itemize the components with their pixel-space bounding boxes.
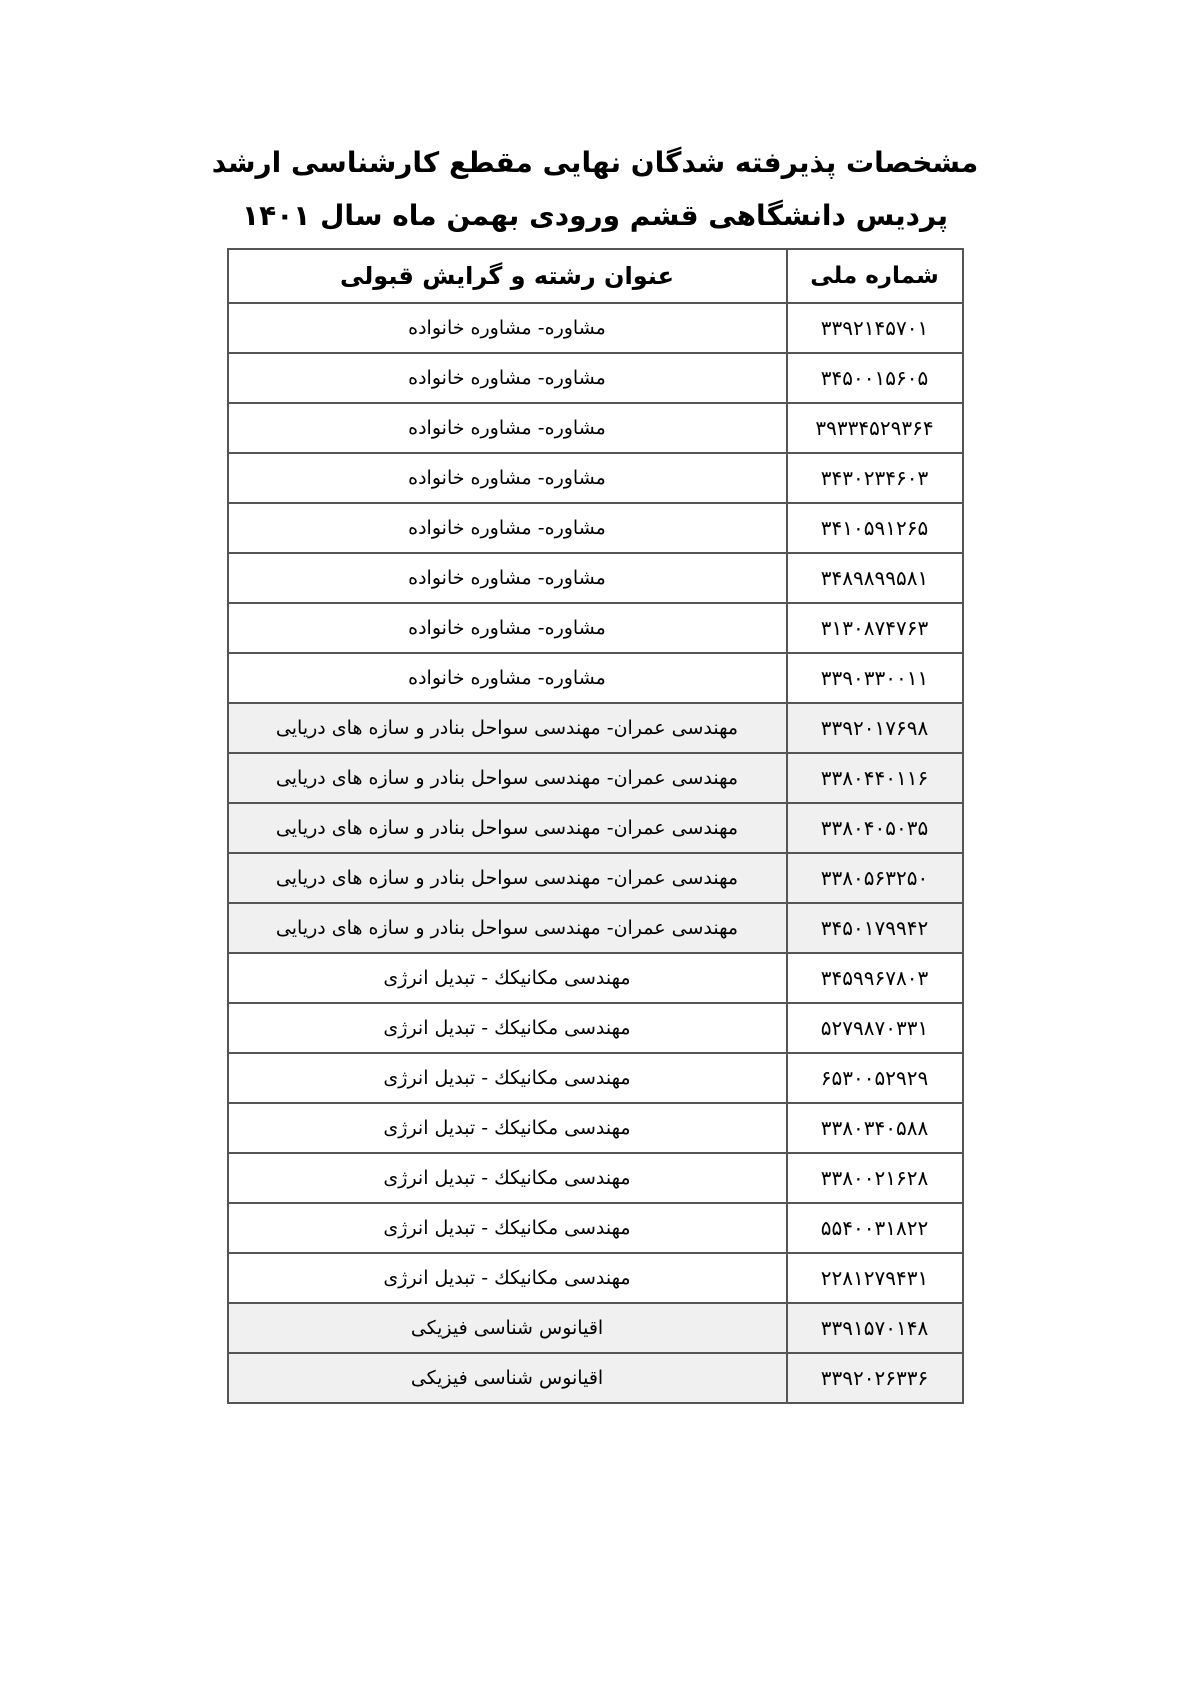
- table-header-row: [228, 249, 963, 303]
- national-id-cell: ۳۳۸۰۵۶۳۲۵۰: [787, 853, 963, 903]
- table-row: [228, 1203, 963, 1253]
- table-row: [228, 503, 963, 553]
- program-cell: مشاوره- مشاوره خانواده: [228, 453, 787, 503]
- program-cell: مهندسی عمران- مهندسی سواحل بنادر و سازه های دریایی: [228, 903, 787, 953]
- national-id-cell: ۳۴۳۰۲۳۴۶۰۳: [787, 453, 963, 503]
- national-id-cell: ۵۲۷۹۸۷۰۳۳۱: [787, 1003, 963, 1053]
- table-row: [228, 1003, 963, 1053]
- national-id-cell: ۳۳۸۰۴۴۰۱۱۶: [787, 753, 963, 803]
- table-row: [228, 403, 963, 453]
- program-cell: مهندسی مکانیکك - تبدیل انرژی: [228, 1153, 787, 1203]
- national-id-cell: ۳۴۵۰۱۷۹۹۴۲: [787, 903, 963, 953]
- table-row: [228, 1053, 963, 1103]
- program-cell: مهندسی عمران- مهندسی سواحل بنادر و سازه های دریایی: [228, 853, 787, 903]
- national-id-cell: ۳۴۱۰۵۹۱۲۶۵: [787, 503, 963, 553]
- national-id-cell: ۳۹۳۳۴۵۲۹۳۶۴: [787, 403, 963, 453]
- program-cell: مهندسی عمران- مهندسی سواحل بنادر و سازه های دریایی: [228, 703, 787, 753]
- program-cell: مهندسی مکانیکك - تبدیل انرژی: [228, 1253, 787, 1303]
- national-id-cell: ۳۳۹۰۳۳۰۰۱۱: [787, 653, 963, 703]
- table-row: [228, 953, 963, 1003]
- program-cell: مشاوره- مشاوره خانواده: [228, 303, 787, 353]
- table-row: [228, 653, 963, 703]
- doc-title-line-2: پردیس دانشگاهی قشم ورودی بهمن ماه سال ۱۴۰۱: [242, 199, 948, 232]
- program-cell: مهندسی مکانیکك - تبدیل انرژی: [228, 1053, 787, 1103]
- national-id-cell: ۳۳۹۱۵۷۰۱۴۸: [787, 1303, 963, 1353]
- national-id-cell: ۳۳۹۲۱۴۵۷۰۱: [787, 303, 963, 353]
- national-id-cell: ۲۲۸۱۲۷۹۴۳۱: [787, 1253, 963, 1303]
- table-row: [228, 1303, 963, 1353]
- table-row: [228, 553, 963, 603]
- table-row: [228, 803, 963, 853]
- table-row: [228, 1353, 963, 1403]
- national-id-cell: ۳۳۹۲۰۱۷۶۹۸: [787, 703, 963, 753]
- program-cell: اقیانوس شناسی فیزیکی: [228, 1353, 787, 1403]
- program-cell: مهندسی مکانیکك - تبدیل انرژی: [228, 1003, 787, 1053]
- table-row: [228, 603, 963, 653]
- national-id-header-cell: شماره ملی: [787, 249, 963, 303]
- national-id-cell: ۳۴۵۹۹۶۷۸۰۳: [787, 953, 963, 1003]
- national-id-cell: ۶۵۳۰۰۵۲۹۲۹: [787, 1053, 963, 1103]
- program-cell: مهندسی عمران- مهندسی سواحل بنادر و سازه های دریایی: [228, 803, 787, 853]
- national-id-cell: ۳۴۸۹۸۹۹۵۸۱: [787, 553, 963, 603]
- table-row: [228, 453, 963, 503]
- table-row: [228, 703, 963, 753]
- table-row: [228, 753, 963, 803]
- program-header-cell: عنوان رشته و گرایش قبولی: [228, 249, 787, 303]
- program-cell: مهندسی عمران- مهندسی سواحل بنادر و سازه های دریایی: [228, 753, 787, 803]
- program-cell: مهندسی مکانیکك - تبدیل انرژی: [228, 1203, 787, 1253]
- program-cell: مهندسی مکانیکك - تبدیل انرژی: [228, 1103, 787, 1153]
- program-cell: مشاوره- مشاوره خانواده: [228, 503, 787, 553]
- table-row: [228, 1253, 963, 1303]
- program-cell: مشاوره- مشاوره خانواده: [228, 553, 787, 603]
- program-cell: مشاوره- مشاوره خانواده: [228, 353, 787, 403]
- program-cell: مشاوره- مشاوره خانواده: [228, 653, 787, 703]
- doc-title-line-1: مشخصات پذیرفته شدگان نهایی مقطع کارشناسی ارشد: [211, 146, 979, 179]
- table-row: [228, 903, 963, 953]
- table-row: [228, 353, 963, 403]
- program-cell: مهندسی مکانیکك - تبدیل انرژی: [228, 953, 787, 1003]
- national-id-cell: ۵۵۴۰۰۳۱۸۲۲: [787, 1203, 963, 1253]
- national-id-cell: ۳۳۸۰۳۴۰۵۸۸: [787, 1103, 963, 1153]
- table-row: [228, 1103, 963, 1153]
- program-cell: مشاوره- مشاوره خانواده: [228, 403, 787, 453]
- national-id-cell: ۳۱۳۰۸۷۴۷۶۳: [787, 603, 963, 653]
- program-cell: مشاوره- مشاوره خانواده: [228, 603, 787, 653]
- table-row: [228, 1153, 963, 1203]
- admissions-table: [227, 248, 964, 1404]
- national-id-cell: ۳۳۸۰۴۰۵۰۳۵: [787, 803, 963, 853]
- national-id-cell: ۳۳۹۲۰۲۶۳۳۶: [787, 1353, 963, 1403]
- national-id-cell: ۳۴۵۰۰۱۵۶۰۵: [787, 353, 963, 403]
- table-body: [228, 303, 963, 1403]
- program-cell: اقیانوس شناسی فیزیکی: [228, 1303, 787, 1353]
- national-id-cell: ۳۳۸۰۰۲۱۶۲۸: [787, 1153, 963, 1203]
- table-row: [228, 303, 963, 353]
- table-row: [228, 853, 963, 903]
